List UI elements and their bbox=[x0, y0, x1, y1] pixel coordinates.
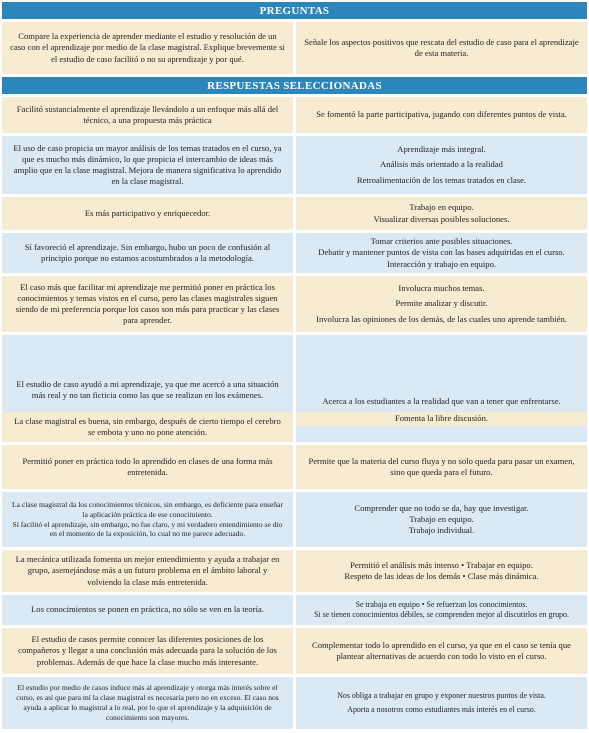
answer-row bbox=[2, 677, 587, 729]
answer-row bbox=[2, 445, 587, 489]
answer-left: Es más participativo y enriquecedor. bbox=[2, 197, 293, 230]
answer-right: Permitió el análisis más intenso • Trabajar en equipo. Respeto de las ideas de los demás • Clase más dinámica. bbox=[296, 550, 587, 592]
answer-left: Sí favoreció el aprendizaje. Sin embargo, hubo un poco de confusión al principio porque no estamos acostumbrados a la metodología. bbox=[2, 233, 293, 273]
answer-left: Facilitó sustancialmente el aprendizaje llevándolo a un enfoque más allá del técnico, a una propuesta más práctica bbox=[2, 97, 293, 133]
answer-row bbox=[2, 233, 587, 273]
answer-left-bottom: La clase magistral es buena, sin embargo, después de cierto tiempo el cerebro se embota y uno no pone atención. bbox=[2, 412, 293, 442]
answer-right: Se fomentó la parte participativa, jugando con diferentes puntos de vista. bbox=[296, 97, 587, 133]
questions-row bbox=[2, 22, 587, 74]
answer-left: Los conocimientos se ponen en práctica, no sólo se ven en la teoría. bbox=[2, 595, 293, 625]
answer-right: Aprendizaje más integral. Análisis más orientado a la realidad Retroalimentación de los temas tratados en clase. bbox=[296, 136, 587, 194]
header-respuestas: RESPUESTAS SELECCIONADAS bbox=[2, 77, 587, 94]
question-left: Compare la experiencia de aprender mediante el estudio y resolución de un caso con el aprendizaje por medio de la clase magistral. Explique brevemente si el estudio de caso facilitó o no su aprendizaje y por qué. bbox=[2, 22, 293, 74]
answer-left: El uso de caso propicia un mayor análisis de los temas tratados en el curso, ya que es mucho más dinámico, lo que propicia el intercambio de ideas más amplio que en la clase magistral. Mejora de manera significativa lo aprendido en la clase magistral. bbox=[2, 136, 293, 194]
answer-right-top: Acerca a los estudiantes a la realidad que van a tener que enfrentarse. bbox=[322, 396, 561, 407]
answer-right: Se trabaja en equipo • Se refuerzan los conocimientos. Si se tienen conocimientos débiles, se comprenden mejor al discutirlos en grupo. bbox=[296, 595, 587, 625]
answer-left-top: El estudio de caso ayudó a mi aprendizaje, ya que me acercó a una situación más real y no tan ficticia como las que se realizan en los exámenes. bbox=[16, 378, 279, 400]
answer-right: Complementar todo lo aprendido en el curso, ya que en el caso se tenía que plantear alternativas de acuerdo con todo lo visto en el curso. bbox=[296, 628, 587, 674]
answer-left: Permitió poner en práctica todo lo aprendido en clases de una forma más entretenida. bbox=[2, 445, 293, 489]
answer-right: Comprender que no todo se da, hay que investigar. Trabajo en equipo. Trabajo individual. bbox=[296, 492, 587, 547]
answer-right: Permite que la materia del curso fluya y no solo queda para pasar un examen, sino que queda para el futuro. bbox=[296, 445, 587, 489]
answer-right: Trabajo en equipo. Visualizar diversas posibles soluciones. bbox=[296, 197, 587, 230]
answer-row bbox=[2, 97, 587, 133]
answer-left: La mecánica utilizada fomenta un mejor entendimiento y ayuda a trabajar en grupo, asemejándose más a un futuro problema en el ámbito laboral y volviendo la clase más entretenida. bbox=[2, 550, 293, 592]
answer-row bbox=[2, 550, 587, 592]
survey-table bbox=[2, 2, 587, 729]
question-right: Señale los aspectos positivos que rescata del estudio de caso para el aprendizaje de esta materia. bbox=[296, 22, 587, 74]
answer-row bbox=[2, 628, 587, 674]
answer-row bbox=[2, 276, 587, 332]
answer-left: El estudio por medio de casos induce más al aprendizaje y otorga más interés sobre el curso, es así que para mí la clase magistral es necesaria pero no en exceso. El caso nos ayuda a aplicar lo magistral a lo real, por lo que el aprendizaje y la adquisición de conocimiento son mayores. bbox=[2, 677, 293, 729]
answer-row bbox=[2, 197, 587, 230]
answer-right: Involucra muchos temas. Permite analizar y discutir. Involucra las opiniones de los demás, de las cuales uno aprende también. bbox=[296, 276, 587, 332]
answer-right-bottom: Fomenta la libre discusión. bbox=[296, 412, 587, 426]
answer-row bbox=[2, 136, 587, 194]
answer-right: Tomar criterios ante posibles situaciones. Debatir y mantener puntos de vista con las bases adquiridas en el curso. Interacción y trabajo en equipo. bbox=[296, 233, 587, 273]
answer-left: El estudio de casos permite conocer las diferentes posiciones de los compañeros y llegar a una conclusión más adecuada para la solución de los problemas. Además de que hace la clase mucho más interesante. bbox=[2, 628, 293, 674]
header-preguntas: PREGUNTAS bbox=[2, 2, 587, 19]
answer-left: La clase magistral da los conocimientos técnicos, sin embargo, es deficiente para enseñar la aplicación práctica de ese conocimiento. Sí facilitó el aprendizaje, sin embargo, no fue claro, y mi verdadero entendimiento se dio en el momento de la exposición, lo cual no me parece adecuado. bbox=[2, 492, 293, 547]
answer-row bbox=[2, 595, 587, 625]
answer-left: El caso más que facilitar mi aprendizaje me permitió poner en práctica los conocimientos y temas vistos en el curso, pero las clases magistrales siguen siendo de mi preferencia porque los casos son más para practicar y las clases para aprender. bbox=[2, 276, 293, 332]
answer-row bbox=[2, 492, 587, 547]
answer-right: Nos obliga a trabajar en grupo y exponer nuestros puntos de vista. Aporta a nosotros como estudiantes más interés en el curso. bbox=[296, 677, 587, 729]
